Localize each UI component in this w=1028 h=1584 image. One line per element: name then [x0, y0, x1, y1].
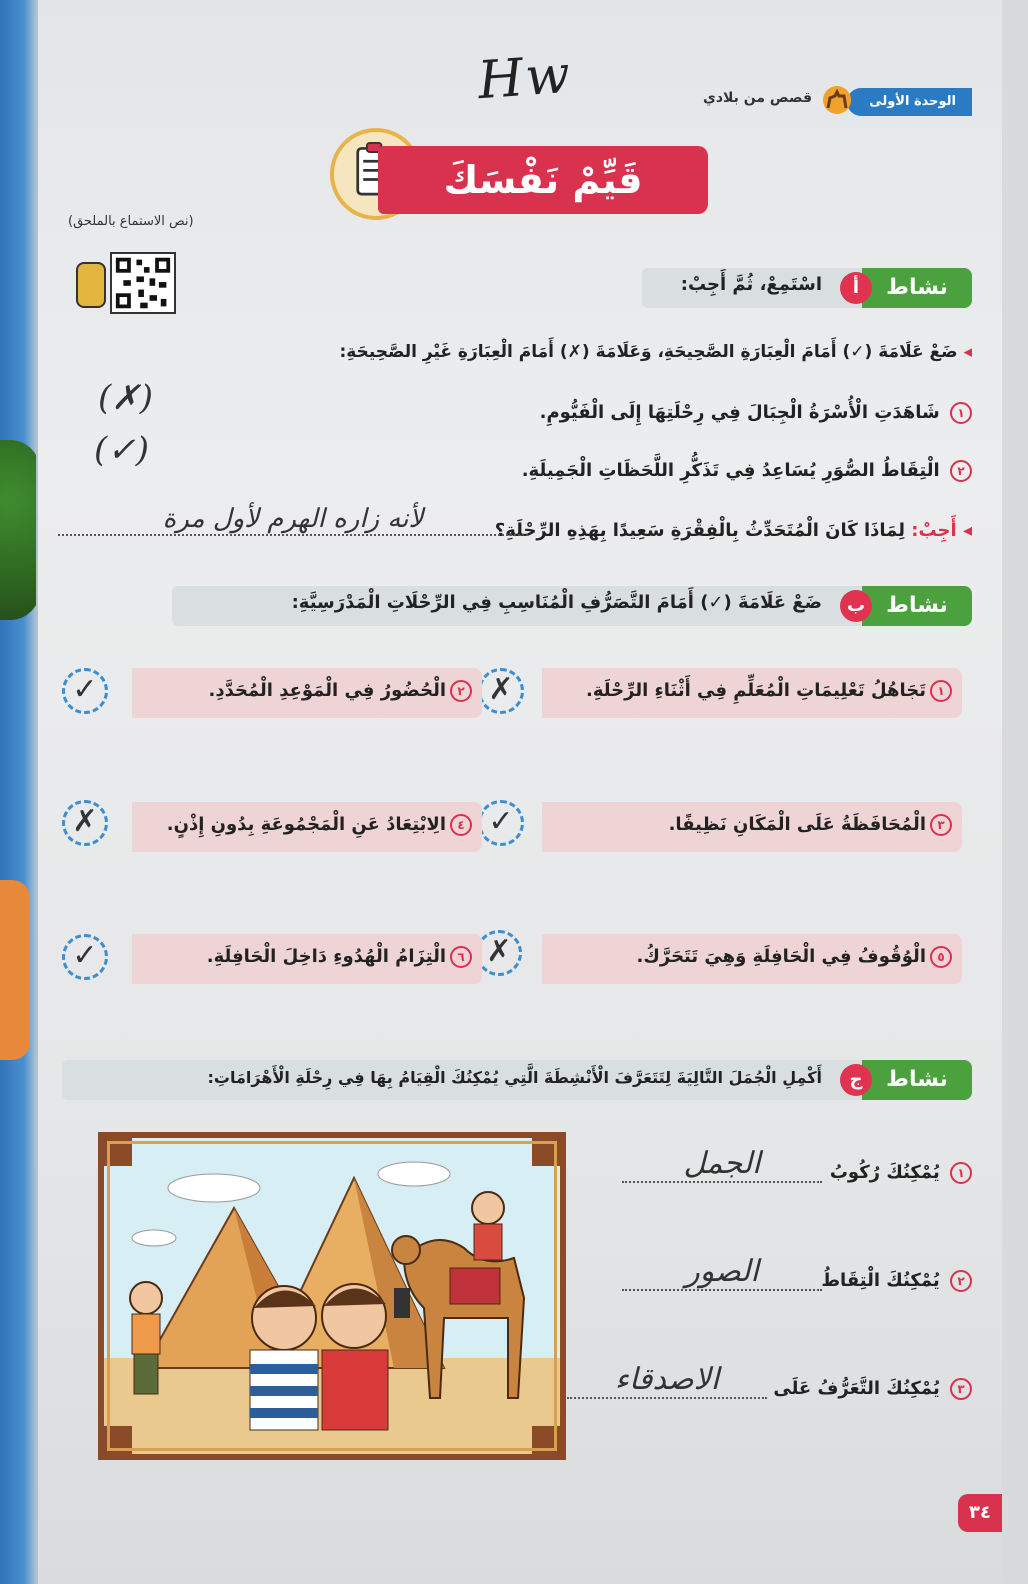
activity-c-header: [62, 1060, 972, 1100]
item-number: ١: [950, 1162, 972, 1184]
item-text: يُمْكِنُكَ الْتِقَاطُ: [821, 1270, 940, 1291]
activity-a-header: [642, 268, 972, 308]
activity-b-mark-4[interactable]: ✗: [62, 800, 108, 846]
activity-b-title: ضَعْ عَلَامَةَ (✓) أَمَامَ التَّصَرُّفِ الْمُنَاسِبِ فِي الرِّحْلَاتِ الْمَدْرَسِيَّةِ:: [291, 592, 822, 613]
adjacent-page-orange-shape: [0, 880, 30, 1060]
adjacent-page-grass-illustration: [0, 440, 40, 620]
page-title: قَيِّمْ نَفْسَكَ: [378, 146, 708, 214]
activity-a-instruction: ◂ ضَعْ عَلَامَةَ (✓) أَمَامَ الْعِبَارَةِ الصَّحِيحَةِ، وَعَلَامَةَ (✗) أَمَامَ الْعِبَارَةِ غَيْرِ الصَّحِيحَةِ:: [339, 342, 972, 362]
activity-c-tag: نشاط: [862, 1060, 972, 1100]
right-page-edge: [998, 0, 1028, 1584]
item-text: يُمْكِنُكَ رُكُوبُ: [829, 1162, 940, 1183]
activity-b-tag: نشاط: [862, 586, 972, 626]
activity-c-answer-3[interactable]: الاصدقاء: [567, 1362, 767, 1399]
activity-a-title: اسْتَمِعْ، ثُمَّ أَجِبْ:: [680, 274, 822, 295]
activity-b-option-4: [132, 802, 482, 852]
qr-code-icon[interactable]: [110, 252, 176, 314]
activity-b-letter: ب: [840, 590, 872, 622]
activity-c-item-1: [830, 1162, 972, 1184]
item-number: ٤: [450, 814, 472, 836]
item-number: ٢: [950, 1270, 972, 1292]
item-number: ١: [950, 402, 972, 424]
activity-b-option-6: [132, 934, 482, 984]
activity-a-answer-2[interactable]: (✓): [94, 430, 150, 470]
workbook-page: [36, 0, 1002, 1584]
activity-a-item-1: [540, 402, 972, 424]
activity-b-mark-1[interactable]: ✗: [478, 668, 524, 714]
activity-b-mark-6[interactable]: ✓: [62, 934, 108, 980]
item-number: ١: [930, 680, 952, 702]
item-text: الْتِقَاطُ الصُّوَرِ يُسَاعِدُ فِي تَذَكُّرِ اللَّحَظَاتِ الْجَمِيلَةِ.: [521, 460, 940, 481]
activity-a-instruction-text: ضَعْ عَلَامَةَ (✓) أَمَامَ الْعِبَارَةِ الصَّحِيحَةِ، وَعَلَامَةَ (✗) أَمَامَ الْعِبَارَةِ غَيْرِ الصَّحِيحَةِ:: [339, 342, 958, 362]
activity-b-header: [172, 586, 972, 626]
activity-c-letter: ج: [840, 1064, 872, 1096]
activity-c-answer-1[interactable]: الجمل: [622, 1146, 822, 1183]
item-number: ٢: [450, 680, 472, 702]
item-number: ٦: [450, 946, 472, 968]
phone-icon: [76, 262, 106, 308]
question-text: لِمَاذَا كَانَ الْمُتَحَدِّثُ بِالْفِقْرَةِ سَعِيدًا بِهَذِهِ الرِّحْلَةِ؟: [494, 520, 905, 541]
item-number: ٣: [950, 1378, 972, 1400]
activity-a-question-answer[interactable]: لأنه زاره الهرم لأول مرة: [58, 504, 528, 536]
item-text: الْوُقُوفُ فِي الْحَافِلَةِ وَهِيَ تَتَحَرَّكُ.: [636, 946, 926, 967]
item-number: ٢: [950, 460, 972, 482]
item-text: شَاهَدَتِ الْأُسْرَةُ الْجِبَالَ فِي رِحْلَتِهَا إِلَى الْفَيُّومِ.: [539, 402, 940, 423]
activity-a-tag: نشاط: [862, 268, 972, 308]
handwritten-note: Hw: [476, 44, 574, 112]
adjacent-page-edge: [0, 0, 40, 1584]
activity-a-letter: أ: [840, 272, 872, 304]
unit-title: قصص من بلادي: [703, 90, 812, 106]
camel-icon: [822, 84, 852, 116]
activity-b-option-5: [542, 934, 962, 984]
item-text: يُمْكِنُكَ التَّعَرُّفُ عَلَى: [773, 1378, 940, 1399]
activity-c-title: أَكْمِلِ الْجُمَلَ التَّالِيَةَ لِتَتَعَرَّفَ الْأَنْشِطَةَ الَّتِي يُمْكِنُكَ الْقِيَامُ بِهَا فِي رِحْلَةِ الْأَهْرَامَاتِ:: [207, 1068, 822, 1087]
item-number: ٥: [930, 946, 952, 968]
activity-a-question: ◂ أَجِبْ: لِمَاذَا كَانَ الْمُتَحَدِّثُ بِالْفِقْرَةِ سَعِيدًا بِهَذِهِ الرِّحْلَةِ؟: [494, 520, 972, 541]
activity-b-option-2: [132, 668, 482, 718]
activity-b-option-3: [542, 802, 962, 852]
activity-b-option-1: [542, 668, 962, 718]
activity-a-item-2: [522, 460, 972, 482]
activity-c-item-2: [821, 1270, 972, 1292]
activity-c-item-3: [773, 1378, 972, 1400]
pyramids-trip-illustration: [98, 1132, 566, 1460]
page-number: ٣٤: [958, 1494, 1002, 1532]
item-text: تَجَاهُلُ تَعْلِيمَاتِ الْمُعَلِّمِ فِي أَثْنَاءِ الرِّحْلَةِ.: [586, 680, 926, 701]
item-number: ٣: [930, 814, 952, 836]
item-text: الْتِزَامُ الْهُدُوءِ دَاخِلَ الْحَافِلَةِ.: [206, 946, 446, 967]
activity-c-answer-2[interactable]: الصور: [622, 1254, 822, 1291]
unit-label: الوحدة الأولى: [847, 88, 972, 116]
activity-b-mark-5[interactable]: ✗: [476, 930, 522, 976]
activity-b-mark-2[interactable]: ✓: [62, 668, 108, 714]
question-prefix: أَجِبْ:: [911, 520, 957, 541]
item-text: الِابْتِعَادُ عَنِ الْمَجْمُوعَةِ بِدُونِ إِذْنٍ.: [166, 814, 446, 835]
item-text: الْمُحَافَظَةُ عَلَى الْمَكَانِ نَظِيفًا.: [668, 814, 926, 835]
activity-b-mark-3[interactable]: ✓: [478, 800, 524, 846]
listening-note: (نص الاستماع بالملحق): [68, 214, 194, 229]
item-text: الْحُضُورُ فِي الْمَوْعِدِ الْمُحَدَّدِ.: [208, 680, 446, 701]
activity-a-answer-1[interactable]: (✗): [98, 378, 154, 418]
